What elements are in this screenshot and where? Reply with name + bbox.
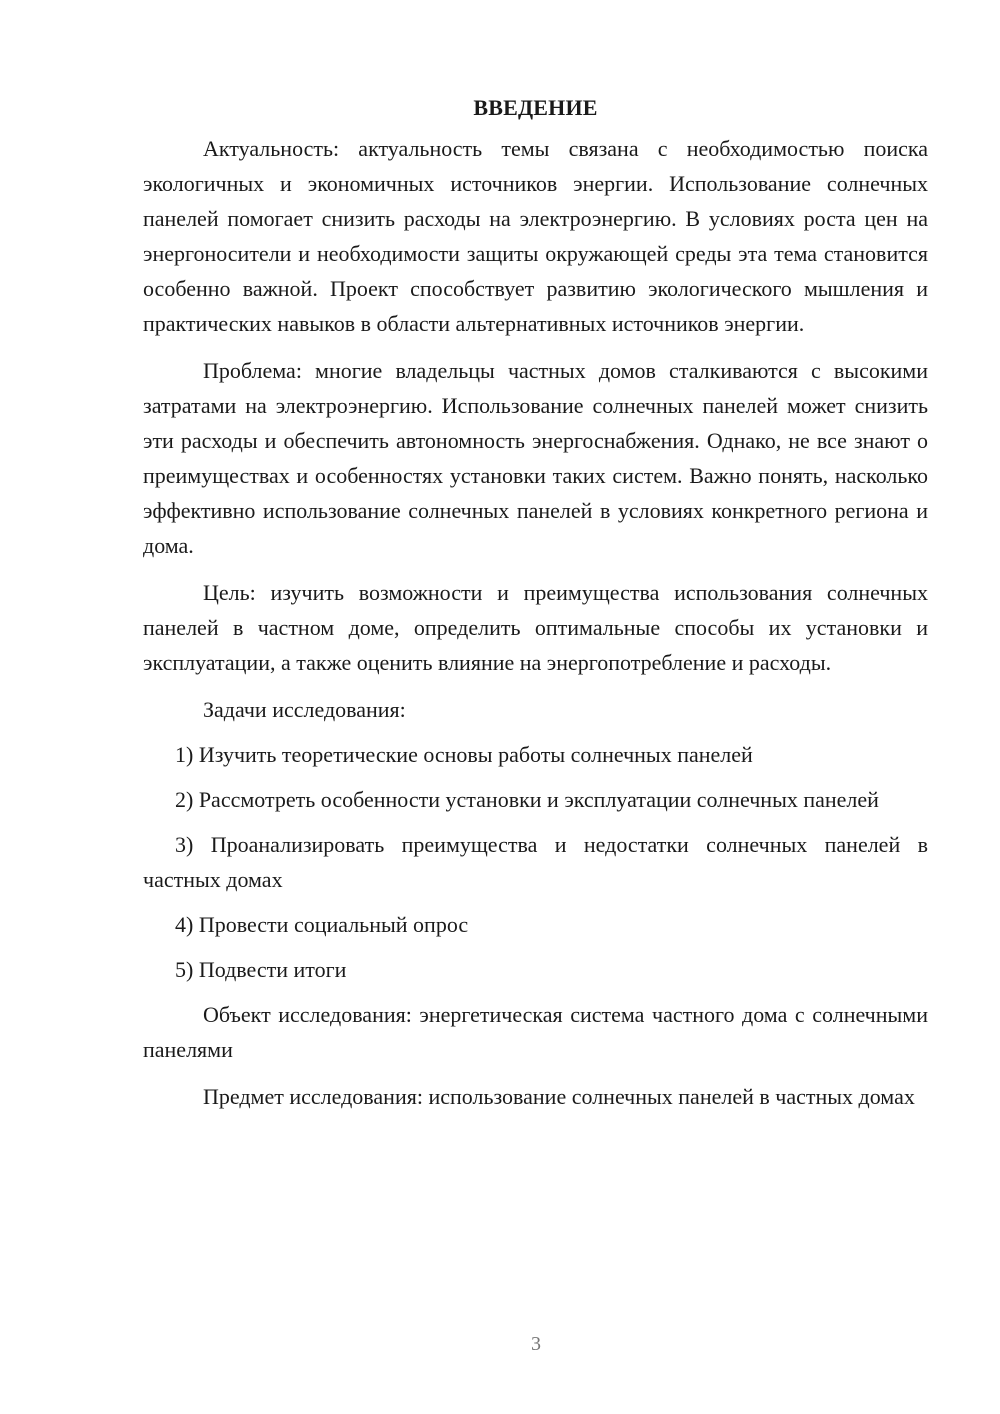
- tasks-heading: Задачи исследования:: [203, 697, 406, 722]
- task-item: 1) Изучить теоретические основы работы солнечных панелей: [175, 742, 753, 767]
- task-item: 4) Провести социальный опрос: [175, 912, 469, 937]
- paragraph-subject: Предмет исследования: использование солнечных панелей в частных домах: [203, 1084, 915, 1109]
- paragraph-object: Объект исследования: энергетическая система частного дома с солнечными панелями: [143, 1002, 928, 1062]
- paragraph-relevance: Актуальность: актуальность темы связана с необходимостью поиска экологичных и экономичных источников энергии. Использование солнечных панелей помогает снизить расходы на электроэнергию. В условиях роста цен на энергоносители и необходимости защиты окружающей среды эта тема становится особенно важной. Проект способствует развитию экологического мышления и практических навыков в области альтернативных источников энергии.: [143, 136, 928, 336]
- task-item: 5) Подвести итоги: [175, 957, 347, 982]
- page-title: ВВЕДЕНИЕ: [473, 95, 598, 120]
- tasks-list: [143, 737, 928, 987]
- paragraph-problem: Проблема: многие владельцы частных домов сталкиваются с высокими затратами на электроэнергию. Использование солнечных панелей может снизить эти расходы и обеспечить автономность энергоснабжения. Однако, не все знают о преимуществах и особенностях установки таких систем. Важно понять, насколько эффективно использование солнечных панелей в условиях конкретного региона и дома.: [143, 358, 928, 558]
- document-page: [143, 90, 928, 1126]
- page-number: 3: [531, 1333, 541, 1355]
- task-item: 2) Рассмотреть особенности установки и эксплуатации солнечных панелей: [175, 787, 879, 812]
- paragraph-goal: Цель: изучить возможности и преимущества использования солнечных панелей в частном доме, определить оптимальные способы их установки и эксплуатации, а также оценить влияние на энергопотребление и расходы.: [143, 580, 928, 675]
- task-item: 3) Проанализировать преимущества и недостатки солнечных панелей в частных домах: [143, 832, 928, 892]
